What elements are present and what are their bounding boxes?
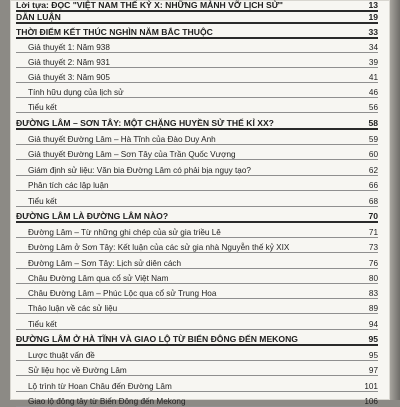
- toc-entry-page: 89: [368, 304, 378, 313]
- toc-entry-page: 80: [368, 274, 378, 283]
- toc-entry-page: 95: [368, 334, 378, 344]
- toc-entry-title: Tiểu kết: [28, 103, 57, 112]
- toc-entry: [16, 96, 378, 113]
- toc-entry-title: DẪN LUẬN: [16, 12, 61, 22]
- toc-entry: [16, 359, 378, 376]
- toc-entry-page: 13: [368, 0, 378, 10]
- toc-entry-title: Châu Đường Lâm – Phúc Lộc qua cổ sử Trung Hoa: [28, 289, 217, 298]
- toc-entry-page: 56: [368, 103, 378, 112]
- toc-entry-page: 97: [368, 366, 378, 375]
- toc-entry-page: 34: [368, 43, 378, 52]
- toc-entry-title: Sử liệu học về Đường Lâm: [28, 366, 127, 375]
- toc-entry-page: 94: [368, 320, 378, 329]
- toc-entry-title: Đường Lâm – Sơn Tây: Lịch sử diên cách: [28, 259, 182, 268]
- toc-entry-page: 19: [368, 12, 378, 22]
- toc-entry-page: 33: [368, 27, 378, 37]
- toc-entry-title: THỜI ĐIỂM KẾT THÚC NGHÌN NĂM BẮC THUỘC: [16, 27, 213, 37]
- toc-entry-page: 76: [368, 259, 378, 268]
- toc-entry-page: 66: [368, 181, 378, 190]
- toc-entry-title: Tính hữu dụng của lịch sử: [28, 88, 124, 97]
- toc-entry-page: 41: [368, 73, 378, 82]
- toc-entry-title: Tiểu kết: [28, 197, 57, 206]
- toc-entry-page: 106: [364, 397, 378, 406]
- toc-entry-page: 68: [368, 197, 378, 206]
- toc-entry-page: 83: [368, 289, 378, 298]
- toc-entry-title: Đường Lâm ở Sơn Tây: Kết luận của các sử gia nhà Nguyễn thế kỷ XIX: [28, 243, 290, 252]
- toc-entry-title: Tiểu kết: [28, 320, 57, 329]
- toc-entry-page: 70: [368, 211, 378, 221]
- toc-entry: [16, 297, 378, 314]
- toc-entry-page: 73: [368, 243, 378, 252]
- toc-entry-page: 59: [368, 135, 378, 144]
- toc-entry-title: ĐƯỜNG LÂM – SƠN TÂY: MỘT CHẶNG HUYỀN SỬ THẾ KỈ XX?: [16, 118, 274, 128]
- toc-entry-title: Phân tích các lập luận: [28, 181, 109, 190]
- toc-page: [10, 0, 390, 406]
- toc-entry-title: Châu Đường Lâm qua cổ sử Việt Nam: [28, 274, 169, 283]
- toc-entry-title: Giả thuyết Đường Lâm – Hà Tĩnh của Đào Duy Anh: [28, 135, 216, 144]
- toc-entry-page: 39: [368, 58, 378, 67]
- toc-entry: [16, 236, 378, 253]
- toc-entry-title: Giao lộ đông tây từ Biển Đông đến Mekong: [28, 397, 186, 406]
- toc-entry-page: 62: [368, 166, 378, 175]
- toc-entry-title: Lời tựa: ĐỌC "VIỆT NAM THẾ KỶ X: NHỮNG MẢNH VỠ LỊCH SỬ": [16, 0, 283, 10]
- toc-entry-title: Lược thuật vấn đề: [28, 351, 95, 360]
- toc-entry: [16, 143, 378, 160]
- toc-entry-title: Thảo luận về các sử liệu: [28, 304, 118, 313]
- toc-entry-title: Giả thuyết 1: Năm 938: [28, 43, 110, 52]
- toc-entry-page: 71: [368, 228, 378, 237]
- toc-entry: [16, 390, 378, 407]
- toc-entry-page: 46: [368, 88, 378, 97]
- toc-entry-title: Giả thuyết 2: Năm 931: [28, 58, 110, 67]
- toc-entry-page: 101: [364, 382, 378, 391]
- toc-entry-title: ĐƯỜNG LÂM LÀ ĐƯỜNG LÂM NÀO?: [16, 211, 169, 221]
- toc-entry-title: Giám định sử liệu: Văn bia Đường Lâm có phải bịa ngụy tạo?: [28, 166, 251, 175]
- toc-entry: [16, 174, 378, 191]
- toc-entry-title: Giả thuyết Đường Lâm – Sơn Tây của Trần Quốc Vượng: [28, 150, 236, 159]
- toc-entry-title: ĐƯỜNG LÂM Ở HÀ TĨNH VÀ GIAO LỘ TỪ BIỂN ĐÔNG ĐẾN MEKONG: [16, 334, 298, 344]
- toc-entry-title: Đường Lâm – Từ những ghi chép của sử gia triều Lê: [28, 228, 221, 237]
- page-edge: [390, 0, 400, 400]
- toc-entry-title: Giả thuyết 3: Năm 905: [28, 73, 110, 82]
- toc-entry-title: Lộ trình từ Hoan Châu đến Đường Lâm: [28, 382, 172, 391]
- toc-entry-page: 95: [368, 351, 378, 360]
- toc-entry-page: 58: [368, 118, 378, 128]
- toc-entry-page: 60: [368, 150, 378, 159]
